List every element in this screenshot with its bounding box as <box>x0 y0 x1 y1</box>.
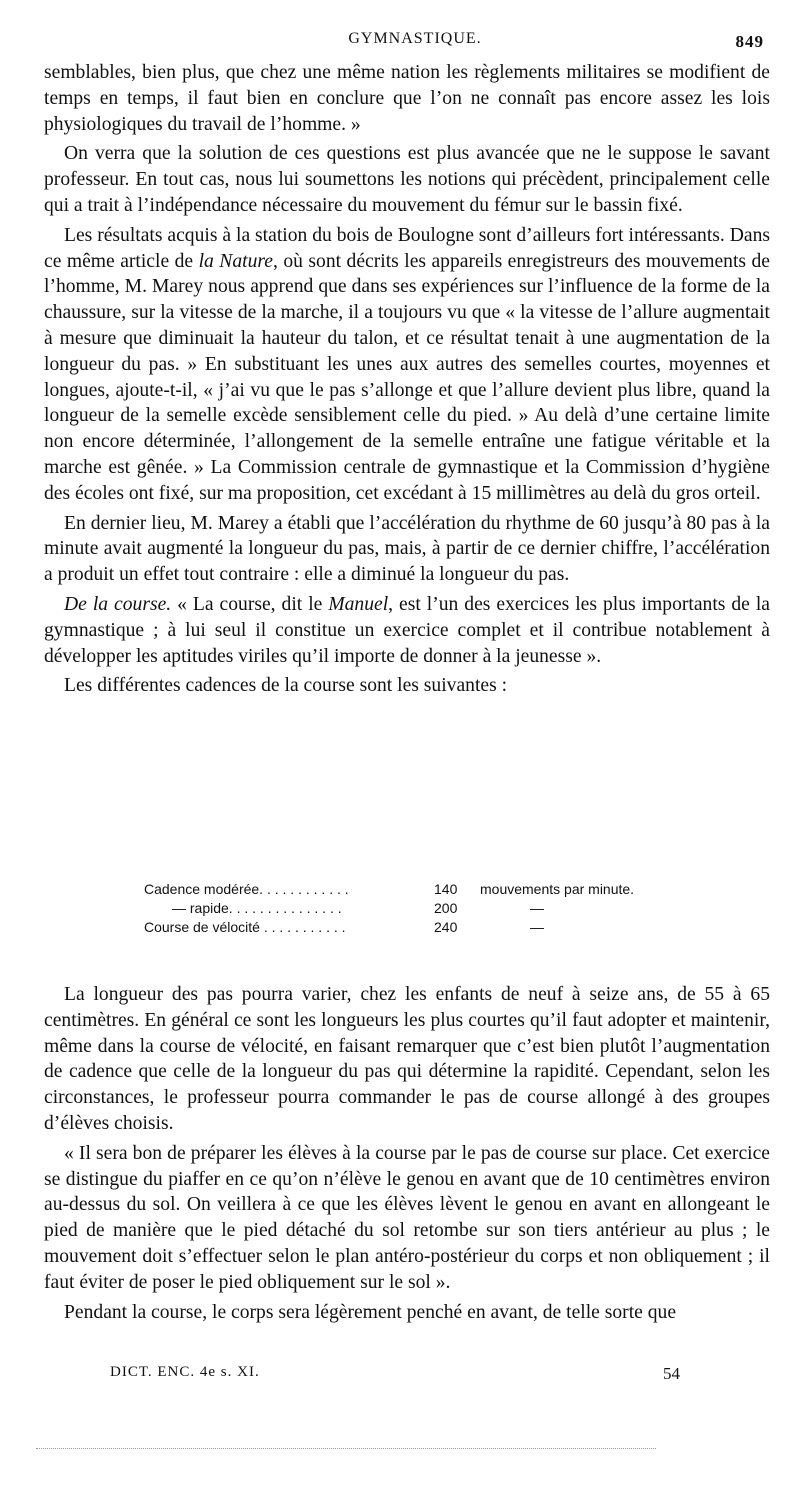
paragraph-text: , où sont décrits les appareils enregistreurs des mouvements de l’homme, M. Marey nous apprend que dans ses expériences sur l’influence de la forme de la chaussure, sur la vitesse de la marche, il a toujours vu que « la vitesse de l’allure augmentait à mesure que diminuait la hauteur du talon, et ce résultat tenait à une augmentation de la longueur du pas. » En substituant les unes aux autres des semelles courtes, moyennes et longues, ajoute-t-il, « j’ai vu que le pas s’allonge et que l’allure devient plus libre, quand la longueur de la semelle excède sensiblement celle du pied. » Au delà d’une certaine limite non encore déterminée, l’allongement de la semelle entraîne une fatigue véritable et la marche est gênée. » La Commission centrale de gymnastique et la Commission d’hygiène des écoles ont fixé, sur ma proposition, cet excédant à 15 millimètres au delà du gros orteil. <box>44 250 770 504</box>
paragraph: Les différentes cadences de la course sont les suivantes : <box>64 675 508 697</box>
running-header <box>60 30 770 52</box>
row-unit: — <box>530 919 544 935</box>
section-heading: De la course. <box>64 593 172 615</box>
signature-mark: DICT. ENC. 4e s. XI. <box>110 1364 260 1380</box>
running-title: GYMNASTIQUE. <box>348 30 482 47</box>
text-body <box>44 60 770 703</box>
row-value: 240 <box>434 919 458 935</box>
paragraph <box>44 592 770 669</box>
paragraph: En dernier lieu, M. Marey a établi que l’accélération du rhythme de 60 jusqu’à 80 pas à la minute avait augmenté la longueur du pas, mais, à partir de ce dernier chiffre, l’accélération a produit un effet tout contraire : elle a diminué la longueur du pas. <box>44 512 770 586</box>
paragraph: semblables, bien plus, que chez une même nation les règlements militaires se modifient de temps en temps, il faut bien en conclure que l’on ne connaît pas encore assez les lois physiologiques du travail de l’homme. » <box>44 62 770 135</box>
cadence-table <box>144 880 664 937</box>
row-label: — rapide. . . . . . . . . . . . . . . <box>172 900 342 916</box>
paragraph-text: , est l’un des exercices les plus importants de la gymnastique ; à lui seul il constitue un exercice complet et il contribue notablement à développer les aptitudes viriles qu’il importe de donner à la jeunesse ». <box>44 593 770 667</box>
page-footer <box>110 1364 690 1386</box>
italic-title: Manuel <box>328 593 389 615</box>
paragraph-text: « La course, dit le <box>171 593 329 615</box>
row-label: Course de vélocité . . . . . . . . . . . <box>144 919 346 935</box>
table-row <box>144 918 664 937</box>
row-value: 200 <box>434 900 458 916</box>
row-unit: — <box>530 900 544 916</box>
paragraph: La longueur des pas pourra varier, chez les enfants de neuf à seize ans, de 55 à 65 centimètres. En général ce sont les longueurs les plus courtes qu’il faut adopter et maintenir, même dans la course de vélocité, en faisant remarquer que c’est bien plutôt l’augmentation de cadence que celle de la longueur du pas qui détermine la rapidité. Cependant, selon les circonstances, le professeur pourra commander le pas de course allongé à des groupes d’élèves choisis. <box>44 984 770 1134</box>
scan-artifact-line <box>36 1448 656 1450</box>
row-label: Cadence modérée. . . . . . . . . . . . <box>144 881 349 897</box>
sheet-number: 54 <box>663 1364 680 1383</box>
paragraph: « Il sera bon de préparer les élèves à la course par le pas de course sur place. Cet exercice se distingue du piaffer en ce qu’on n’élève le genou en avant que de 10 centimètres environ au-dessus du sol. On veillera à ce que les élèves lèvent le genou en avant en allongeant le pied de manière que le pied détaché du sol retombe sur son tiers antérieur au plus ; le mouvement doit s’effectuer selon le plan antéro-postérieur du corps et non obliquement ; il faut éviter de poser le pied obliquement sur le sol ». <box>44 1142 770 1293</box>
italic-title: la Nature <box>198 250 273 272</box>
row-unit: mouvements par minute. <box>480 881 635 897</box>
text-body-continued <box>44 982 770 1329</box>
paragraph-text: Les résultats acquis à la station du bois de Boulogne sont d’ailleurs fort intéressants. Dans ce même article de <box>44 224 770 272</box>
paragraph: Pendant la course, le corps sera légèrement penché en avant, de telle sorte que <box>64 1301 677 1323</box>
paragraph <box>44 223 770 507</box>
page-number: 849 <box>735 32 764 51</box>
paragraph: On verra que la solution de ces questions est plus avancée que ne le suppose le savant professeur. En tout cas, nous lui soumettons les notions qui précèdent, principalement celle qui a trait à l’indépendance nécessaire du mouvement du fémur sur le bassin fixé. <box>44 143 770 216</box>
table-row <box>144 880 664 899</box>
row-value: 140 <box>434 881 458 897</box>
table-row <box>144 899 664 918</box>
